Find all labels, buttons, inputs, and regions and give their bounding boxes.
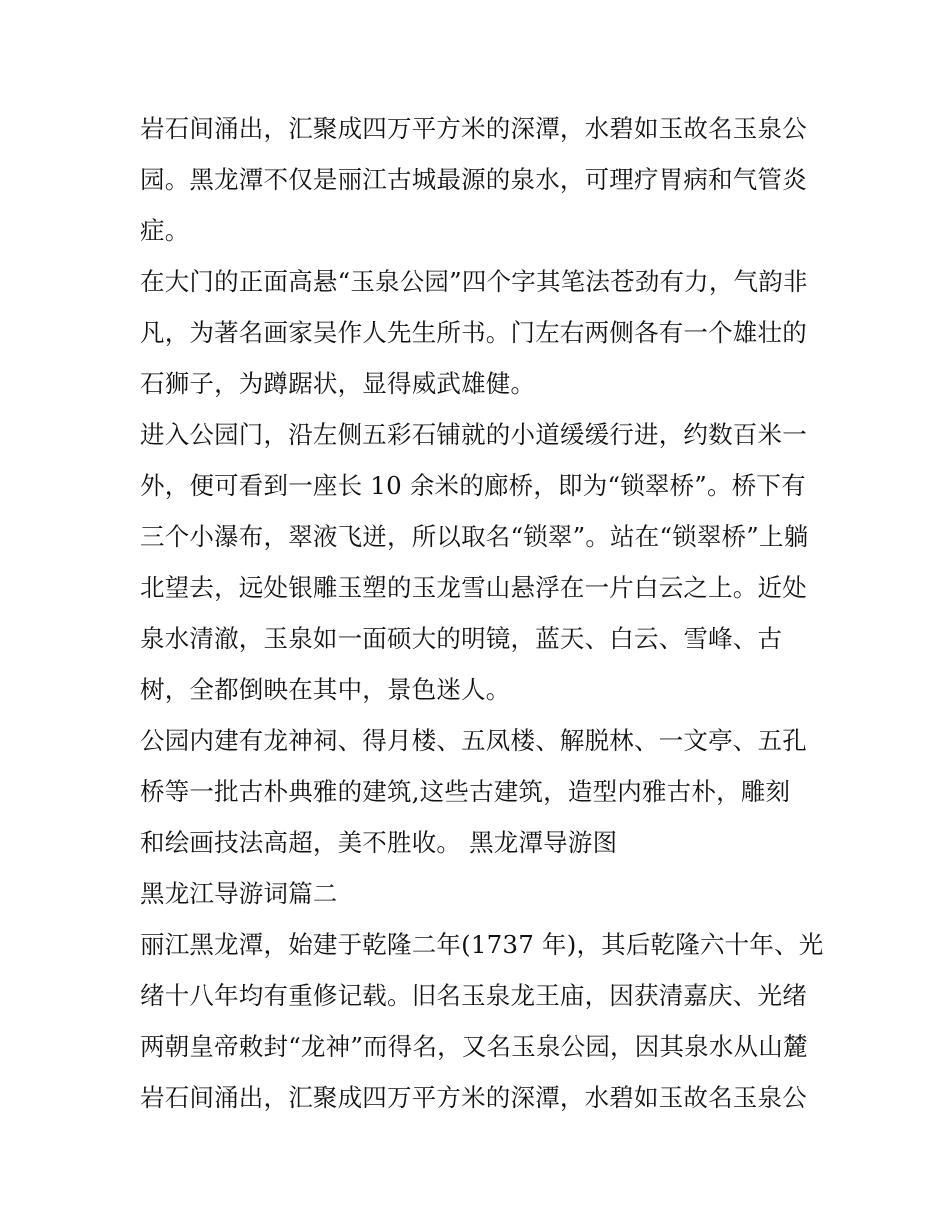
text-line: 丽江黑龙潭，始建于乾隆二年(1737 年)，其后乾隆六十年、光 [140,930,824,959]
text-line: 北望去，远处银雕玉塑的玉龙雪山悬浮在一片白云之上。近处 [140,573,807,602]
text-line: 石狮子，为蹲踞状，显得威武雄健。 [140,369,536,398]
document-body [140,103,824,1123]
text-line: 和绘画技法高超，美不胜收。 黑龙潭导游图 [140,828,618,857]
text-line: 三个小瀑布，翠液飞迸，所以取名“锁翠”。站在“锁翠桥”上躺 [140,522,809,551]
text-line: 桥等一批古朴典雅的建筑,这些古建筑，造型内雅古朴，雕刻 [140,777,791,806]
text-line: 公园内建有龙神祠、得月楼、五凤楼、解脱林、一文亭、五孔 [140,726,807,755]
text-line: 泉水清澈，玉泉如一面硕大的明镜，蓝天、白云、雪峰、古 [140,624,783,653]
text-line: 岩石间涌出，汇聚成四万平方米的深潭，水碧如玉故名玉泉公 [140,114,807,143]
text-line: 绪十八年均有重修记载。旧名玉泉龙王庙，因获清嘉庆、光绪 [140,981,807,1010]
text-line: 进入公园门，沿左侧五彩石铺就的小道缓缓行进，约数百米一 [140,420,807,449]
text-line: 症。 [140,216,190,245]
text-line: 外，便可看到一座长 10 余米的廊桥，即为“锁翠桥”。桥下有 [140,471,806,500]
text-line: 两朝皇帝敕封“龙神”而得名，又名玉泉公园，因其泉水从山麓 [140,1032,808,1061]
text-line: 树，全都倒映在其中，景色迷人。 [140,675,511,704]
text-line: 岩石间涌出，汇聚成四万平方米的深潭，水碧如玉故名玉泉公 [140,1083,807,1112]
text-line: 凡，为著名画家吴作人先生所书。门左右两侧各有一个雄壮的 [140,318,807,347]
section-heading: 黑龙江导游词篇二 [140,879,338,908]
text-line: 园。黑龙潭不仅是丽江古城最源的泉水，可理疗胃病和气管炎 [140,165,807,194]
text-line: 在大门的正面高悬“玉泉公园”四个字其笔法苍劲有力，气韵非 [140,267,808,296]
